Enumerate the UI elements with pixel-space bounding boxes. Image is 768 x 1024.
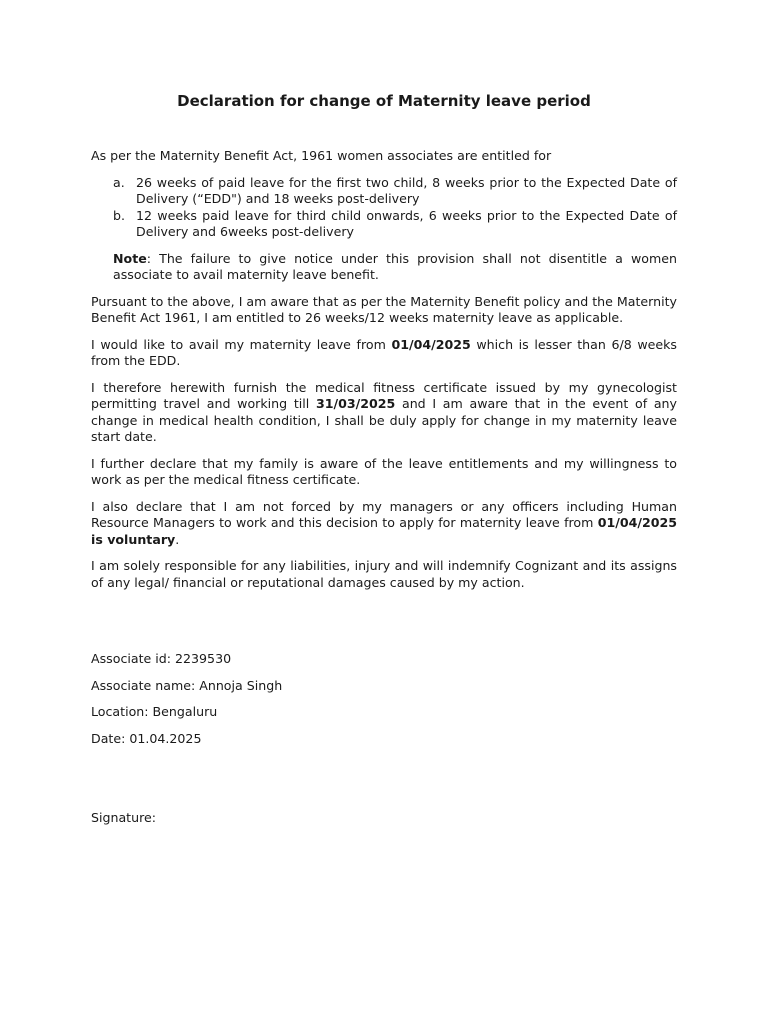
pursuant-paragraph: Pursuant to the above, I am aware that as per the Maternity Benefit policy and the Maternity Benefit Act 1961, I am entitled to 26 weeks/12 weeks maternity leave as applicable.: [91, 293, 677, 325]
avail-date: 01/04/2025: [391, 336, 471, 352]
list-item: [113, 174, 677, 208]
entitlements-list: [91, 175, 677, 241]
note-text: : The failure to give notice under this provision shall not disentitle a women associate to avail maternity leave benefit.: [113, 250, 677, 282]
certificate-text-after: and I am aware that in the event of any change in medical health condition, I shall be duly apply for change in my maternity leave start date.: [91, 396, 677, 444]
list-item-text: 12 weeks paid leave for third child onwards, 6 weeks prior to the Expected Date of Delivery and 6weeks post-delivery: [136, 207, 677, 239]
list-item-text: 26 weeks of paid leave for the first two child, 8 weeks prior to the Expected Date of Delivery (“EDD") and 18 weeks post-delivery: [136, 174, 677, 206]
avail-paragraph: [91, 337, 677, 370]
voluntary-bold-text: 01/04/2025 is voluntary: [91, 515, 677, 547]
note-label: Note: [113, 250, 147, 266]
declaration-date: Date: 01.04.2025: [91, 731, 202, 747]
intro-paragraph: As per the Maternity Benefit Act, 1961 women associates are entitled for: [91, 148, 552, 163]
signature-label: Signature:: [91, 810, 156, 825]
associate-id: Associate id: 2239530: [91, 651, 232, 666]
note-paragraph: [113, 251, 677, 284]
voluntary-paragraph: [91, 499, 677, 549]
avail-text-after: which is lesser than 6/8 weeks from the EDD.: [91, 336, 677, 368]
associate-details: [91, 651, 282, 758]
avail-text-before: I would like to avail my maternity leave from: [91, 336, 392, 352]
liability-paragraph: I am solely responsible for any liabilities, injury and will indemnify Cognizant and its assigns of any legal/ financial or reputational damages caused by my action.: [91, 558, 677, 590]
list-item: [113, 207, 677, 241]
voluntary-text-after: .: [175, 531, 180, 547]
associate-name: Associate name: Annoja Singh: [91, 677, 283, 693]
voluntary-text-before: I also declare that I am not forced by my managers or any officers including Human Resource Managers to work and this decision to apply for maternity leave from: [91, 498, 677, 530]
family-paragraph: I further declare that my family is aware of the leave entitlements and my willingness to work as per the medical fitness certificate.: [91, 455, 677, 487]
list-marker: a.: [113, 174, 125, 190]
associate-location: Location: Bengaluru: [91, 704, 218, 720]
certificate-date: 31/03/2025: [315, 396, 396, 411]
certificate-paragraph: [91, 380, 677, 446]
certificate-text-before: I therefore herewith furnish the medical fitness certificate issued by my gynecologist permitting travel and working till: [91, 379, 677, 411]
document-body: [91, 148, 677, 601]
list-marker: b.: [113, 207, 125, 223]
document-title: Declaration for change of Maternity leave period: [177, 92, 591, 110]
